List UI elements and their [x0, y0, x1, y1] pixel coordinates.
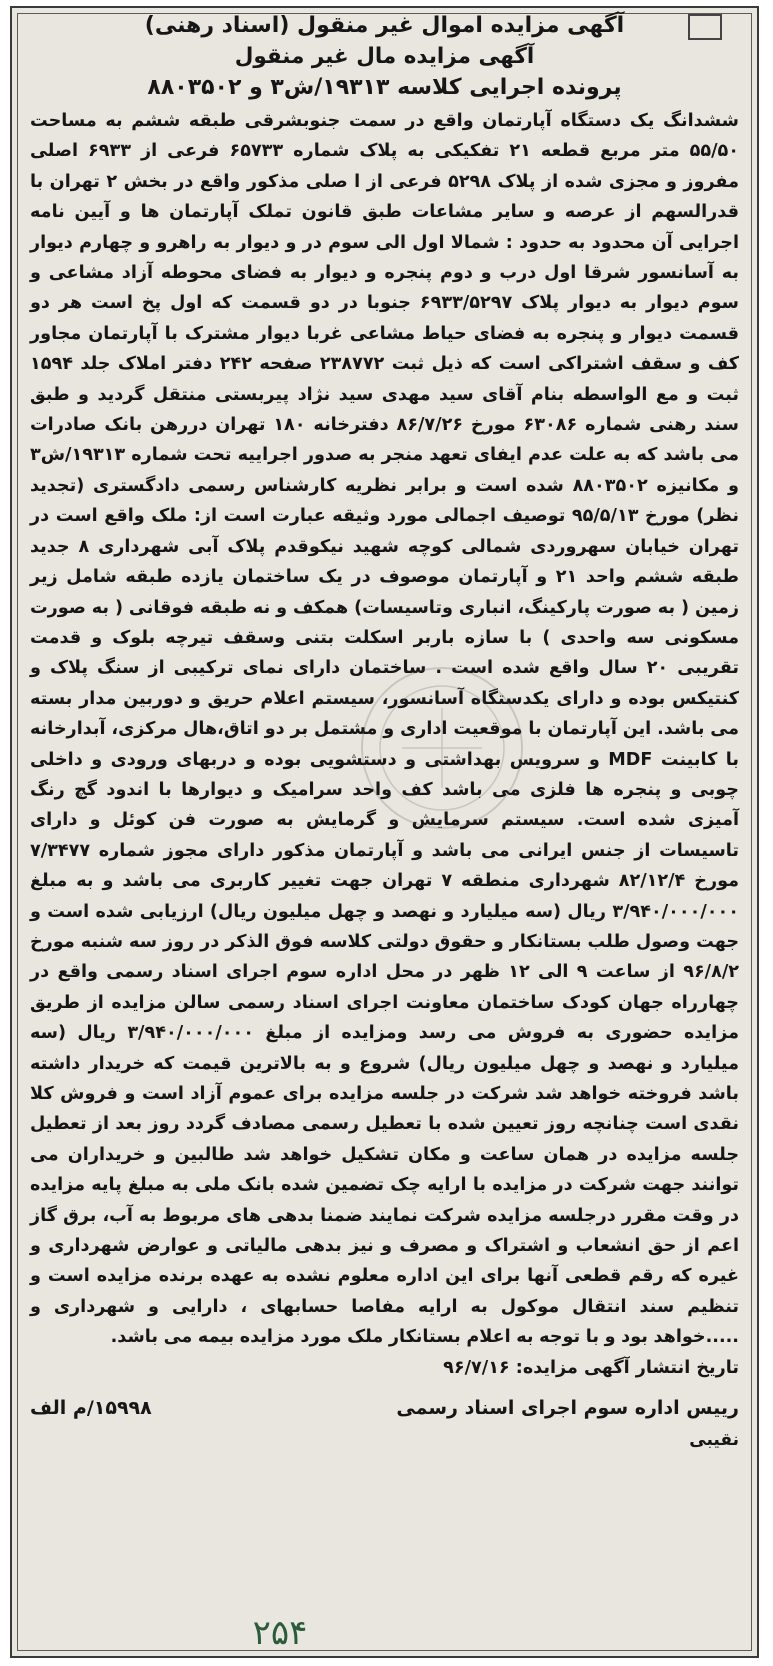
- publish-date: تاریخ انتشار آگهی مزایده: ۹۶/۷/۱۶: [443, 1357, 739, 1378]
- signatory-name: نقیبی: [689, 1430, 739, 1451]
- notice-title-1: آگهی مزایده اموال غیر منقول (اسناد رهنی): [144, 13, 625, 38]
- handwritten-note: ۲۵۴: [252, 1613, 308, 1653]
- signature-row: [30, 1391, 739, 1425]
- notice-content: [30, 10, 739, 1453]
- notice-body: ششدانگ یک دستگاه آپارتمان واقع در سمت جنوبشرقی طبقه ششم به مساحت ۵۵/۵۰ متر مربع قطعه ۲۱ تفکیکی به پلاک شماره ۶۵۷۳۳ فرعی از ۶۹۳۳ اصلی مفروز و مجزی شده از پلاک ۵۲۹۸ فرعی از ا صلی مذکور واقع در بخش ۲ تهران با قدرالسهم از عرصه و سایر مشاعات طبق قانون تملک آپارتمان ها و آیین نامه اجرایی آن محدود به حدود : شمالا اول الی سوم در و دیوار به راهرو و چهارم دیوار به آسانسور شرقا اول درب و دوم پنجره و دیوار به فضای محوطه آزاد مشاعی و سوم دیوار به دیوار پلاک ۶۹۳۳/۵۲۹۷ جنوبا در دو قسمت که اول پخ است هر دو قسمت دیوار و پنجره به فضای حیاط مشاعی غربا دیوار مشترک با آپارتمان مجاور کف و سقف اشتراکی است که ذیل ثبت ۲۳۸۷۷۲ صفحه ۲۴۲ دفتر املاک جلد ۱۵۹۴ ثبت و مع الواسطه بنام آقای سید مهدی سید نژاد پیربستی منتقل گردید و طبق سند رهنی شماره ۶۳۰۸۶ مورخ ۸۶/۷/۲۶ دفترخانه ۱۸۰ تهران دررهن بانک صادرات می باشد که به علت عدم ایفای تعهد منجر به صدور اجراییه تحت شماره ۱۹۳۱۳/ش۳ و مکانیزه ۸۸۰۳۵۰۲ شده است و برابر نظریه کارشناس رسمی دادگستری (تجدید نظر) مورخ ۹۵/۵/۱۳ توصیف اجمالی مورد وثیقه عبارت است از: ملک واقع است در تهران خیابان سهروردی شمالی کوچه شهید نیکوقدم پلاک آبی شهرداری ۸ جدید طبقه ششم واحد ۲۱ و آپارتمان موصوف در یک ساختمان یازده طبقه شامل زیر زمین ( به صورت پارکینگ، انباری وتاسیسات) همکف و نه طبقه فوقانی ( به صورت مسکونی سه واحدی ) با سازه باربر اسکلت بتنی وسقف تیرچه بلوک و قدمت تقریبی ۲۰ سال واقع شده است . ساختمان دارای نمای ترکیبی از سنگ پلاک و کنتیکس بوده و دارای یکدستگاه آسانسور، سیستم اعلام حریق و دوربین مدار بسته می باشد. این آپارتمان با موقعیت اداری و مشتمل بر دو اتاق،هال مرکزی، آبدارخانه با کابینت MDF و سرویس بهداشتی و دستشویی بوده و دربهای ورودی و داخلی چوبی و پنجره ها فلزی می باشد کف واحد سرامیک و دیوارها با اندود گچ رنگ آمیزی شده است. سیستم سرمایش و گرمایش به صورت فن کوئل و دارای تاسیسات از جنس ایرانی می باشد و آپارتمان مذکور دارای مجوز شماره ۷/۳۴۷۷ مورخ ۸۲/۱۲/۴ شهرداری منطقه ۷ تهران جهت تغییر کاربری می باشد و به مبلغ ۳/۹۴۰/۰۰۰/۰۰۰ ریال (سه میلیارد و نهصد و چهل میلیون ریال) ارزیابی شده است و جهت وصول طلب بستانکار و حقوق دولتی کلاسه فوق الذکر در روز سه شنبه مورخ ۹۶/۸/۲ از ساعت ۹ الی ۱۲ ظهر در محل اداره سوم اجرای اسناد رسمی واقع در چهارراه جهان کودک ساختمان معاونت اجرای اسناد رسمی سالن مزایده از طریق مزایده حضوری به فروش می رسد ومزایده از مبلغ ۳/۹۴۰/۰۰۰/۰۰۰ ریال (سه میلیارد و نهصد و چهل میلیون ریال) شروع و به بالاترین قیمت که خریدار داشته باشد فروخته خواهد شد شرکت در جلسه مزایده برای عموم آزاد است و فروش کلا نقدی است چنانچه روز تعیین شده با تعطیل رسمی مصادف گردد روز بعد از تعطیل جلسه مزایده در همان ساعت و مکان تشکیل خواهد شد طالبین و خریداران می توانند جهت شرکت در مزایده با ارایه چک تضمین شده بانک ملی به مبلغ پایه مزایده در وقت مقرر درجلسه مزایده شرکت نمایند ضمنا بدهی های مربوط به آب، برق گاز اعم از حق انشعاب و اشتراک و مصرف و نیز بدهی مالیاتی و عوارض شهرداری و غیره که رقم قطعی آنها برای این اداره معلوم نشده به عهده برنده مزایده است و تنظیم سند انتقال موکول به ارایه مفاصا حسابهای ، دارایی و شهرداری و .....خواهد بود و با توجه به اعلام بستانکار ملک مورد مزایده بیمه می باشد.: [30, 111, 740, 1348]
- signatory-title: رییس اداره سوم اجرای اسناد رسمی: [396, 1397, 739, 1420]
- notice-title-2: آگهی مزایده مال غیر منقول: [234, 44, 535, 69]
- notice-title-3: پرونده اجرایی کلاسه ۱۹۳۱۳/ش۳ و ۸۸۰۳۵۰۲: [147, 75, 622, 100]
- notice-clipping: [10, 6, 759, 1658]
- handwritten-note-icon: [180, 1608, 380, 1658]
- reference-code: ۱۵۹۹۸/م الف: [30, 1397, 152, 1420]
